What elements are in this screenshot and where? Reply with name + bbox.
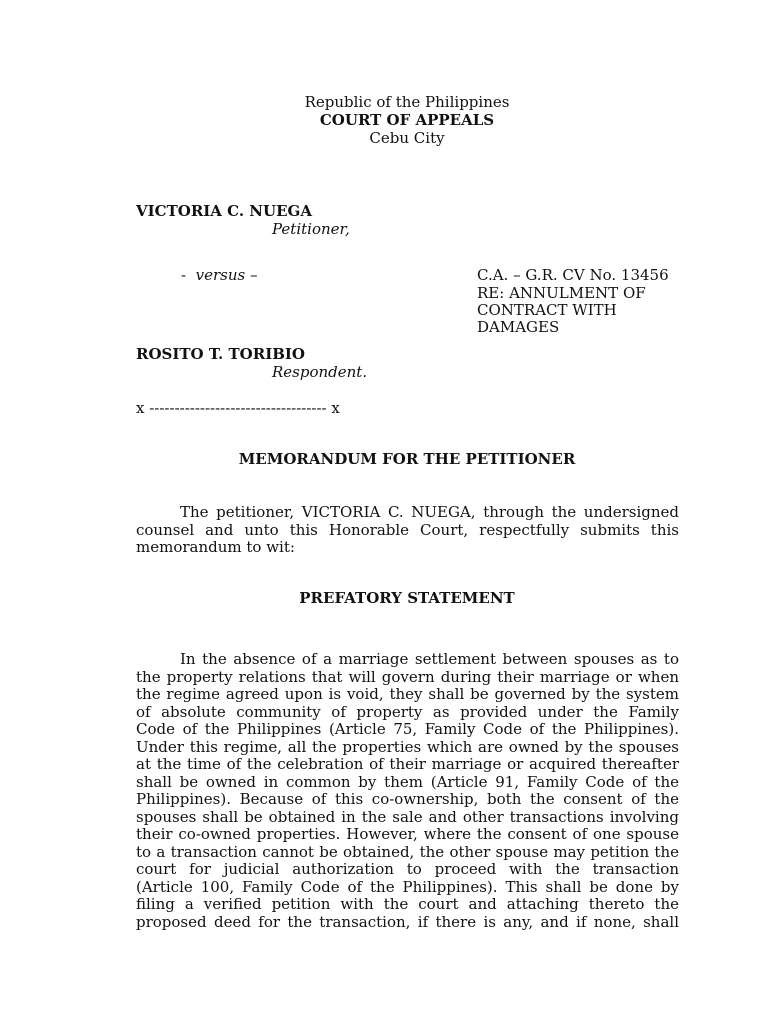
- prefatory-line: spouses shall be obtained in the sale and other transactions involving: [136, 807, 679, 826]
- versus-label: - versus –: [181, 266, 258, 284]
- header-republic: Republic of the Philippines: [304, 93, 510, 111]
- prefatory-line: In the absence of a marriage settlement between spouses as to: [180, 650, 679, 668]
- prefatory-line: to a transaction cannot be obtained, the other spouse may petition the: [136, 842, 679, 861]
- respondent-name: ROSITO T. TORIBIO: [136, 345, 305, 363]
- intro-line: counsel and unto this Honorable Court, respectfully submits this: [136, 520, 679, 539]
- intro-paragraph: [136, 504, 679, 557]
- caption-divider: x ----------------------------------- x: [136, 399, 340, 417]
- prefatory-line: of absolute community of property as provided under the Family: [136, 702, 679, 721]
- prefatory-line: Code of the Philippines (Article 75, Family Code of the Philippines).: [136, 720, 679, 738]
- case-re-line1: RE: ANNULMENT OF: [477, 284, 646, 302]
- header-city: Cebu City: [369, 129, 445, 147]
- intro-line: The petitioner, VICTORIA C. NUEGA, through the undersigned: [180, 503, 679, 521]
- respondent-role: Respondent.: [272, 363, 368, 381]
- memo-title: MEMORANDUM FOR THE PETITIONER: [238, 450, 576, 468]
- header-court: COURT OF APPEALS: [319, 111, 495, 129]
- prefatory-line: shall be owned in common by them (Article 91, Family Code of the: [136, 772, 679, 791]
- case-number: C.A. – G.R. CV No. 13456: [477, 266, 669, 284]
- case-re-line2: CONTRACT WITH: [477, 301, 617, 319]
- prefatory-line: the property relations that will govern during their marriage or when: [136, 667, 679, 686]
- prefatory-line: Philippines). Because of this co-ownership, both the consent of the: [136, 790, 679, 808]
- prefatory-line: the regime agreed upon is void, they shall be governed by the system: [136, 685, 679, 703]
- petitioner-name: VICTORIA C. NUEGA: [136, 202, 312, 220]
- prefatory-title: PREFATORY STATEMENT: [299, 589, 515, 607]
- prefatory-line: their co-owned properties. However, where the consent of one spouse: [136, 825, 679, 843]
- prefatory-paragraph: [136, 651, 679, 931]
- case-re-line3: DAMAGES: [477, 318, 560, 336]
- prefatory-line: court for judicial authorization to proceed with the transaction: [136, 860, 679, 878]
- intro-line: memorandum to wit:: [136, 538, 295, 556]
- prefatory-line: at the time of the celebration of their marriage or acquired thereafter: [136, 755, 679, 773]
- petitioner-role: Petitioner,: [272, 220, 350, 238]
- prefatory-line: filing a verified petition with the court and attaching thereto the: [136, 895, 679, 913]
- prefatory-line: proposed deed for the transaction, if there is any, and if none, shall: [136, 912, 679, 931]
- prefatory-line: Under this regime, all the properties which are owned by the spouses: [136, 737, 679, 756]
- prefatory-line: (Article 100, Family Code of the Philippines). This shall be done by: [136, 877, 679, 896]
